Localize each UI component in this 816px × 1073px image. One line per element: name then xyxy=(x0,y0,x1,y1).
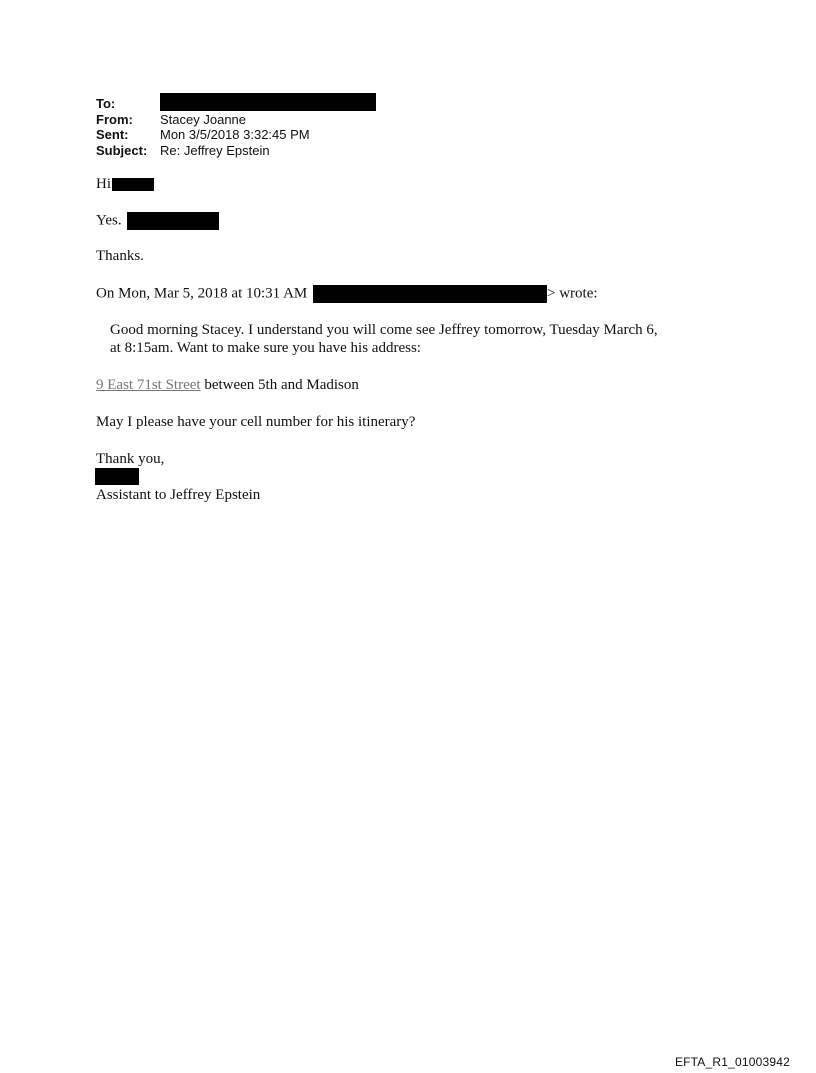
redaction-box xyxy=(95,468,139,485)
address-line xyxy=(96,377,359,394)
redaction-box xyxy=(127,212,219,230)
sent-value: Mon 3/5/2018 3:32:45 PM xyxy=(160,127,310,142)
yes-text: Yes. xyxy=(96,212,122,229)
subject-row xyxy=(96,143,376,159)
redaction-box xyxy=(313,285,547,303)
to-label: To: xyxy=(96,96,116,111)
yes-line xyxy=(96,212,219,230)
signature-title: Assistant to Jeffrey Epstein xyxy=(96,487,261,503)
redaction-box xyxy=(112,178,154,191)
thanks-line: Thanks. xyxy=(96,248,144,264)
from-value: Stacey Joanne xyxy=(160,111,247,127)
attribution-prefix: On Mon, Mar 5, 2018 at 10:31 AM xyxy=(96,285,308,302)
quote-attribution xyxy=(96,285,598,303)
address-rest: between 5th and Madison xyxy=(200,377,359,393)
from-label: From: xyxy=(96,111,133,127)
sign-off-line: Thank you, xyxy=(96,451,165,467)
subject-value: Re: Jeffrey Epstein xyxy=(160,142,270,158)
from-row xyxy=(96,112,376,128)
subject-label: Subject: xyxy=(96,142,148,158)
quote-body-line-2: at 8:15am. Want to make sure you have his address: xyxy=(110,340,421,356)
greeting-text: Hi xyxy=(96,176,111,192)
document-id: EFTA_R1_01003942 xyxy=(674,1055,790,1069)
greeting-line xyxy=(96,176,154,193)
to-row xyxy=(96,96,376,112)
redaction-box xyxy=(160,93,376,111)
cell-request-line: May I please have your cell number for his itinerary? xyxy=(96,414,416,430)
sent-row xyxy=(96,127,376,143)
quote-body-line-1: Good morning Stacey. I understand you will come see Jeffrey tomorrow, Tuesday March 6, xyxy=(110,322,658,338)
address-link[interactable]: 9 East 71st Street xyxy=(96,377,201,393)
sent-label: Sent: xyxy=(96,127,129,142)
attribution-suffix: > wrote: xyxy=(547,285,598,302)
email-header xyxy=(96,96,376,158)
